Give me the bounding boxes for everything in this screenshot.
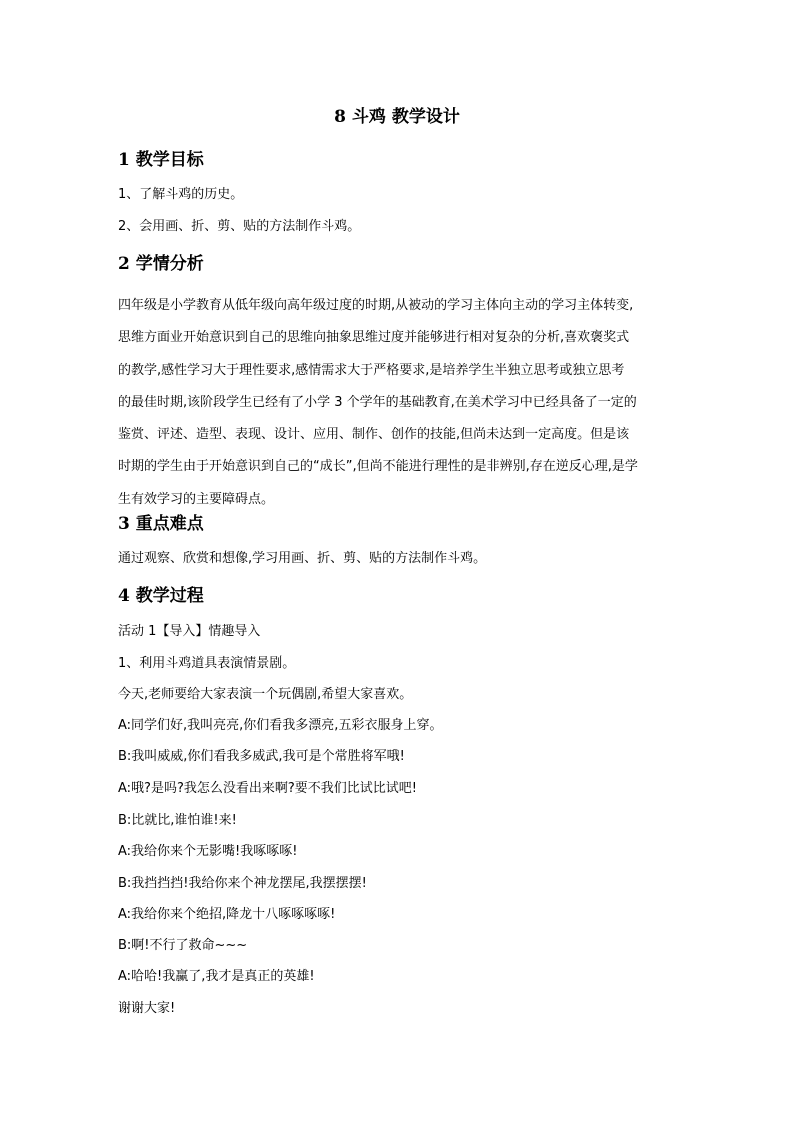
goal-line-1: 1、了解斗鸡的历史。 bbox=[118, 187, 244, 202]
section-heading-student-analysis: 2 学情分析 bbox=[118, 254, 204, 274]
process-line: 谢谢大家! bbox=[118, 1001, 176, 1016]
process-line: A:我给你来个无影嘴!我啄啄啄! bbox=[118, 844, 298, 859]
process-line: 今天,老师要给大家表演一个玩偶剧,希望大家喜欢。 bbox=[118, 687, 413, 702]
document-title: 8 斗鸡 教学设计 bbox=[334, 107, 460, 127]
student-analysis-paragraph bbox=[118, 290, 676, 516]
paragraph-line: 思维方面业开始意识到自己的思维向抽象思维过度并能够进行相对复杂的分析,喜欢褒奖式 bbox=[118, 330, 630, 346]
process-line: B:我叫威威,你们看我多威武,我可是个常胜将军哦! bbox=[118, 749, 405, 764]
key-points-line: 通过观察、欣赏和想像,学习用画、折、剪、贴的方法制作斗鸡。 bbox=[118, 551, 487, 566]
paragraph-line: 鉴赏、评述、造型、表现、设计、应用、制作、创作的技能,但尚未达到一定高度。但是该 bbox=[118, 427, 630, 443]
process-line: B:啊!不行了救命~~~ bbox=[118, 938, 248, 953]
paragraph-line: 生有效学习的主要障碍点。 bbox=[118, 491, 275, 507]
process-line: 1、利用斗鸡道具表演情景剧。 bbox=[118, 656, 296, 671]
section-heading-teaching-goals: 1 教学目标 bbox=[118, 150, 204, 170]
process-line: B:比就比,谁怕谁!来! bbox=[118, 813, 237, 828]
process-line: A:我给你来个绝招,降龙十八啄啄啄啄! bbox=[118, 907, 336, 922]
process-line: B:我挡挡挡!我给你来个神龙摆尾,我摆摆摆! bbox=[118, 876, 367, 891]
process-line: A:哦?是吗?我怎么没看出来啊?要不我们比试比试吧! bbox=[118, 781, 417, 796]
goal-line-2: 2、会用画、折、剪、贴的方法制作斗鸡。 bbox=[118, 219, 361, 234]
section-heading-teaching-process: 4 教学过程 bbox=[118, 586, 204, 606]
section-heading-key-points: 3 重点难点 bbox=[118, 514, 204, 534]
process-line: 活动 1【导入】情趣导入 bbox=[118, 624, 261, 639]
paragraph-line: 的最佳时期,该阶段学生已经有了小学 3 个学年的基础教育,在美术学习中已经具备了一定的 bbox=[118, 394, 637, 410]
paragraph-line: 的教学,感性学习大于理性要求,感情需求大于严格要求,是培养学生半独立思考或独立思考 bbox=[118, 362, 625, 378]
process-line: A:哈哈!我赢了,我才是真正的英雄! bbox=[118, 969, 315, 984]
paragraph-line: 四年级是小学教育从低年级向高年级过度的时期,从被动的学习主体向主动的学习主体转变, bbox=[118, 298, 634, 313]
paragraph-line: 时期的学生由于开始意识到自己的“成长”,但尚不能进行理性的是非辨别,存在逆反心理,是学 bbox=[118, 459, 638, 475]
process-line: A:同学们好,我叫亮亮,你们看我多漂亮,五彩衣服身上穿。 bbox=[118, 718, 443, 733]
